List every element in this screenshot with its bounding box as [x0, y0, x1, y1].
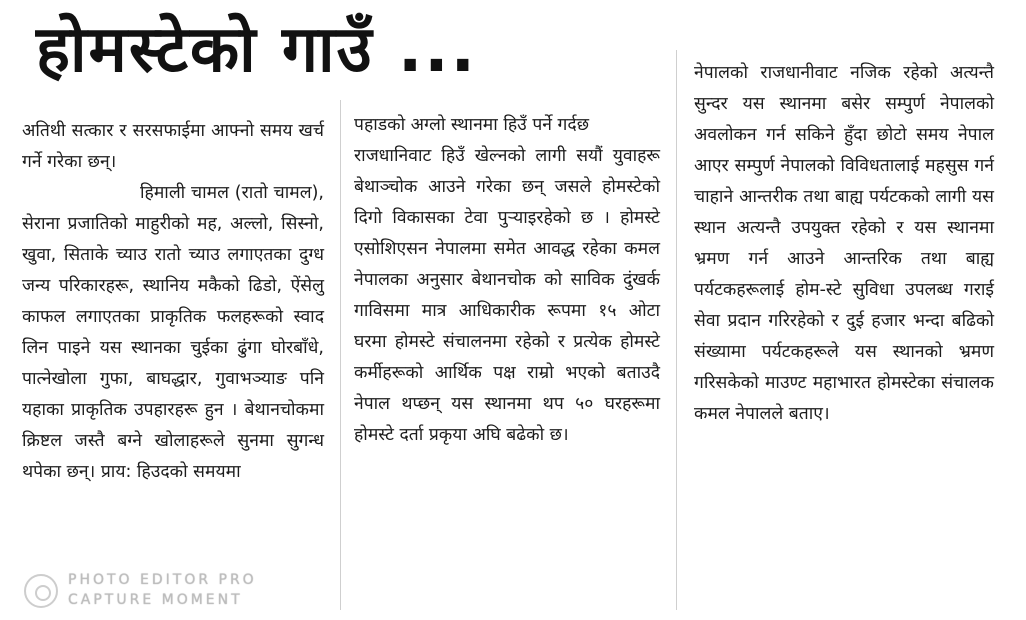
column-divider [676, 50, 677, 610]
paragraph: अतिथी सत्कार र सरसफाईमा आफ्नो समय खर्च गर्ने गरेका छन्। [22, 121, 324, 172]
paragraph: हिमाली चामल (रातो चामल), सेराना प्रजातिको माहुरीको मह, अल्लो, सिस्नो, खुवा, सिताके च्याउ रातो च्याउ लगाएतका दुग्ध जन्य परिकारहरू, स्थानिय मकैको ढिडो, ऐंसेलु काफल लगाएतका प्राकृतिक फलहरूको स्वाद लिन पाइने यस स्थानका चुईका ढुंगा घोरबाँधे, पात्नेखोला गुफा, बाघद्धार, गुवाभञ्याङ पनि यहाका प्राकृतिक उपहारहरू हुन । बेथानचोकमा क्रिष्टल जस्तै बग्ने खोलाहरूले सुनमा सुगन्ध थपेका छन्। प्राय: हिउदको समयमा [22, 183, 324, 482]
column-divider [340, 100, 341, 610]
headline: होमस्टेको गाउँ ... [36, 13, 477, 87]
paragraph: राजधानिवाट हिउँ खेल्नको लागी सयौं युवाहरू बेथाञ्चोक आउने गरेका छन् जसले होमस्टेको दिगो विकासका टेवा पुऱ्याइरहेको छ । होमस्टे एसोशिएसन नेपालमा समेत आवद्ध रहेका कमल नेपालका अनुसार बेथानचोक को साविक दुंखर्क गाविसमा मात्र आधिकारीक रूपमा १५ ओटा घरमा होमस्टे संचालनमा रहेको र प्रत्येक होमस्टे कर्मीहरूको आर्थिक पक्ष राम्रो भएको बताउदै नेपाल थप्छन् यस स्थानमा थप ५० घरहरूमा होमस्टे दर्ता प्रकृया अघि बढेको छ। [354, 146, 660, 445]
watermark-line: CAPTURE MOMENT [68, 592, 243, 608]
camera-logo-icon [24, 574, 58, 608]
article-column-3 [694, 58, 994, 430]
paragraph: पहाडको अग्लो स्थानमा हिउँ पर्ने गर्दछ [354, 115, 589, 135]
article-column-1 [22, 116, 324, 488]
paragraph: नेपालको राजधानीवाट नजिक रहेको अत्यन्तै सुन्दर यस स्थानमा बसेर सम्पुर्ण नेपालको अवलोकन गर्न सकिने हुँदा छोटो समय नेपाल आएर सम्पुर्ण नेपालको विविधतालाई महसुस गर्न चाहाने आन्तरीक तथा बाह्य पर्यटकको लागी यस स्थान अत्यन्तै उपयुक्त रहेको र यस स्थानमा भ्रमण गर्न आउने आन्तरिक तथा बाह्य पर्यटकहरूलाई होम-स्टे सुविधा उपलब्ध गराई सेवा प्रदान गरिरहेको र दुई हजार भन्दा बढिको संख्यामा पर्यटकहरूले यस स्थानको भ्रमण गरिसकेको माउण्ट महाभारत होमस्टेका संचालक कमल नेपालले बताए। [694, 63, 994, 424]
article-column-2 [354, 110, 660, 451]
watermark-line: PHOTO EDITOR PRO [68, 572, 257, 588]
